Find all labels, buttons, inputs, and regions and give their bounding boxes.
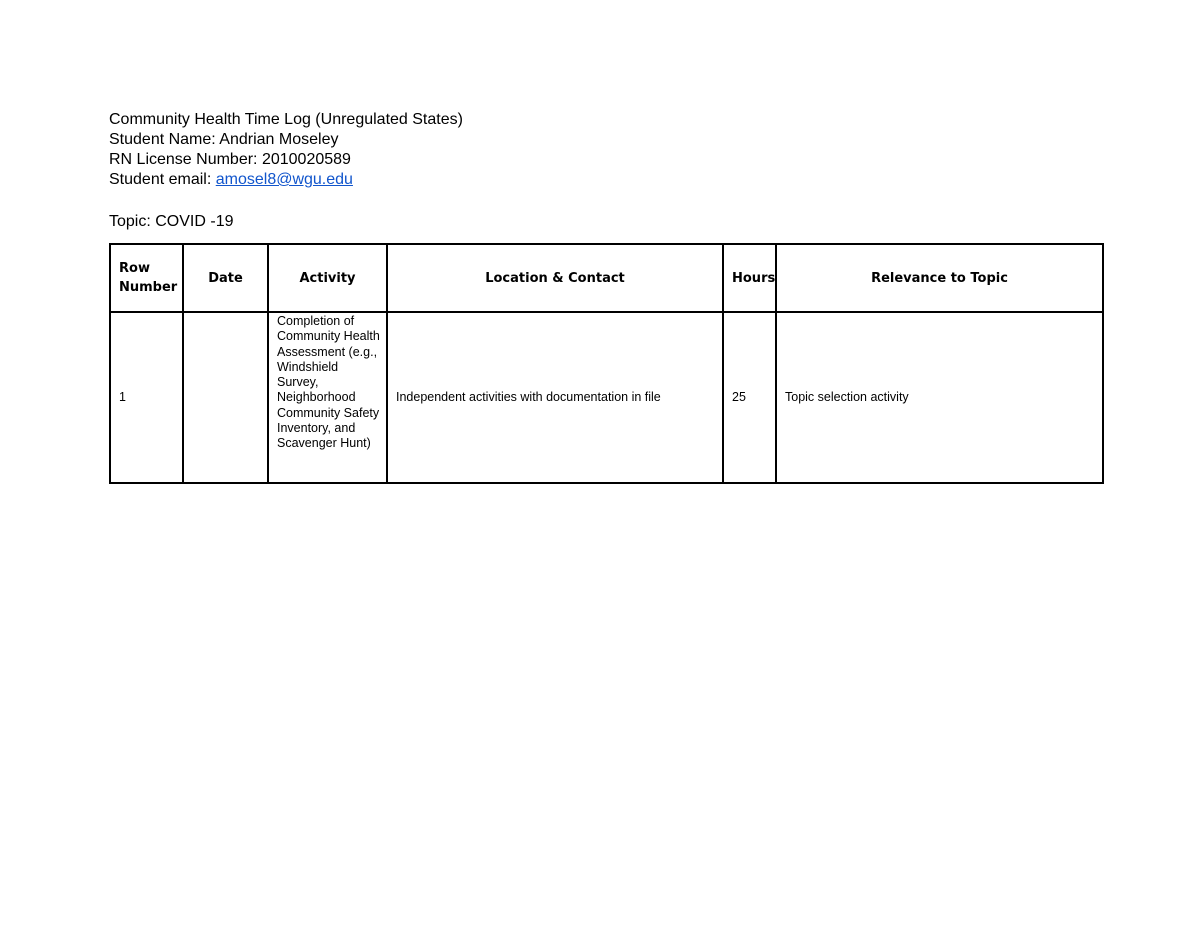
column-header-hours: Hours bbox=[723, 244, 776, 312]
student-email-link[interactable]: amosel8@wgu.edu bbox=[215, 171, 353, 188]
cell-location-contact: Independent activities with documentation in file bbox=[387, 312, 723, 483]
student-email-label: Student email: bbox=[109, 171, 216, 188]
column-header-date: Date bbox=[183, 244, 268, 312]
column-header-activity: Activity bbox=[268, 244, 387, 312]
rn-license-number: RN License Number: 2010020589 bbox=[109, 151, 351, 168]
student-email-line bbox=[109, 170, 463, 190]
topic-line: Topic: COVID -19 bbox=[109, 213, 234, 230]
cell-relevance: Topic selection activity bbox=[776, 312, 1103, 483]
column-header-relevance: Relevance to Topic bbox=[776, 244, 1103, 312]
cell-hours: 25 bbox=[723, 312, 776, 483]
document-title: Community Health Time Log (Unregulated States) bbox=[109, 111, 463, 128]
table-header-row bbox=[110, 244, 1103, 312]
time-log-table bbox=[109, 243, 1104, 484]
cell-row-number: 1 bbox=[110, 312, 183, 483]
document-header bbox=[109, 110, 463, 190]
column-header-location-contact: Location & Contact bbox=[387, 244, 723, 312]
student-name: Student Name: Andrian Moseley bbox=[109, 131, 339, 148]
table-row bbox=[110, 312, 1103, 483]
column-header-row-number: Row Number bbox=[110, 244, 183, 312]
cell-date bbox=[183, 312, 268, 483]
cell-activity: Completion of Community Health Assessment (e.g., Windshield Survey, Neighborhood Community Safety Inventory, and Scavenger Hunt) bbox=[268, 312, 387, 483]
